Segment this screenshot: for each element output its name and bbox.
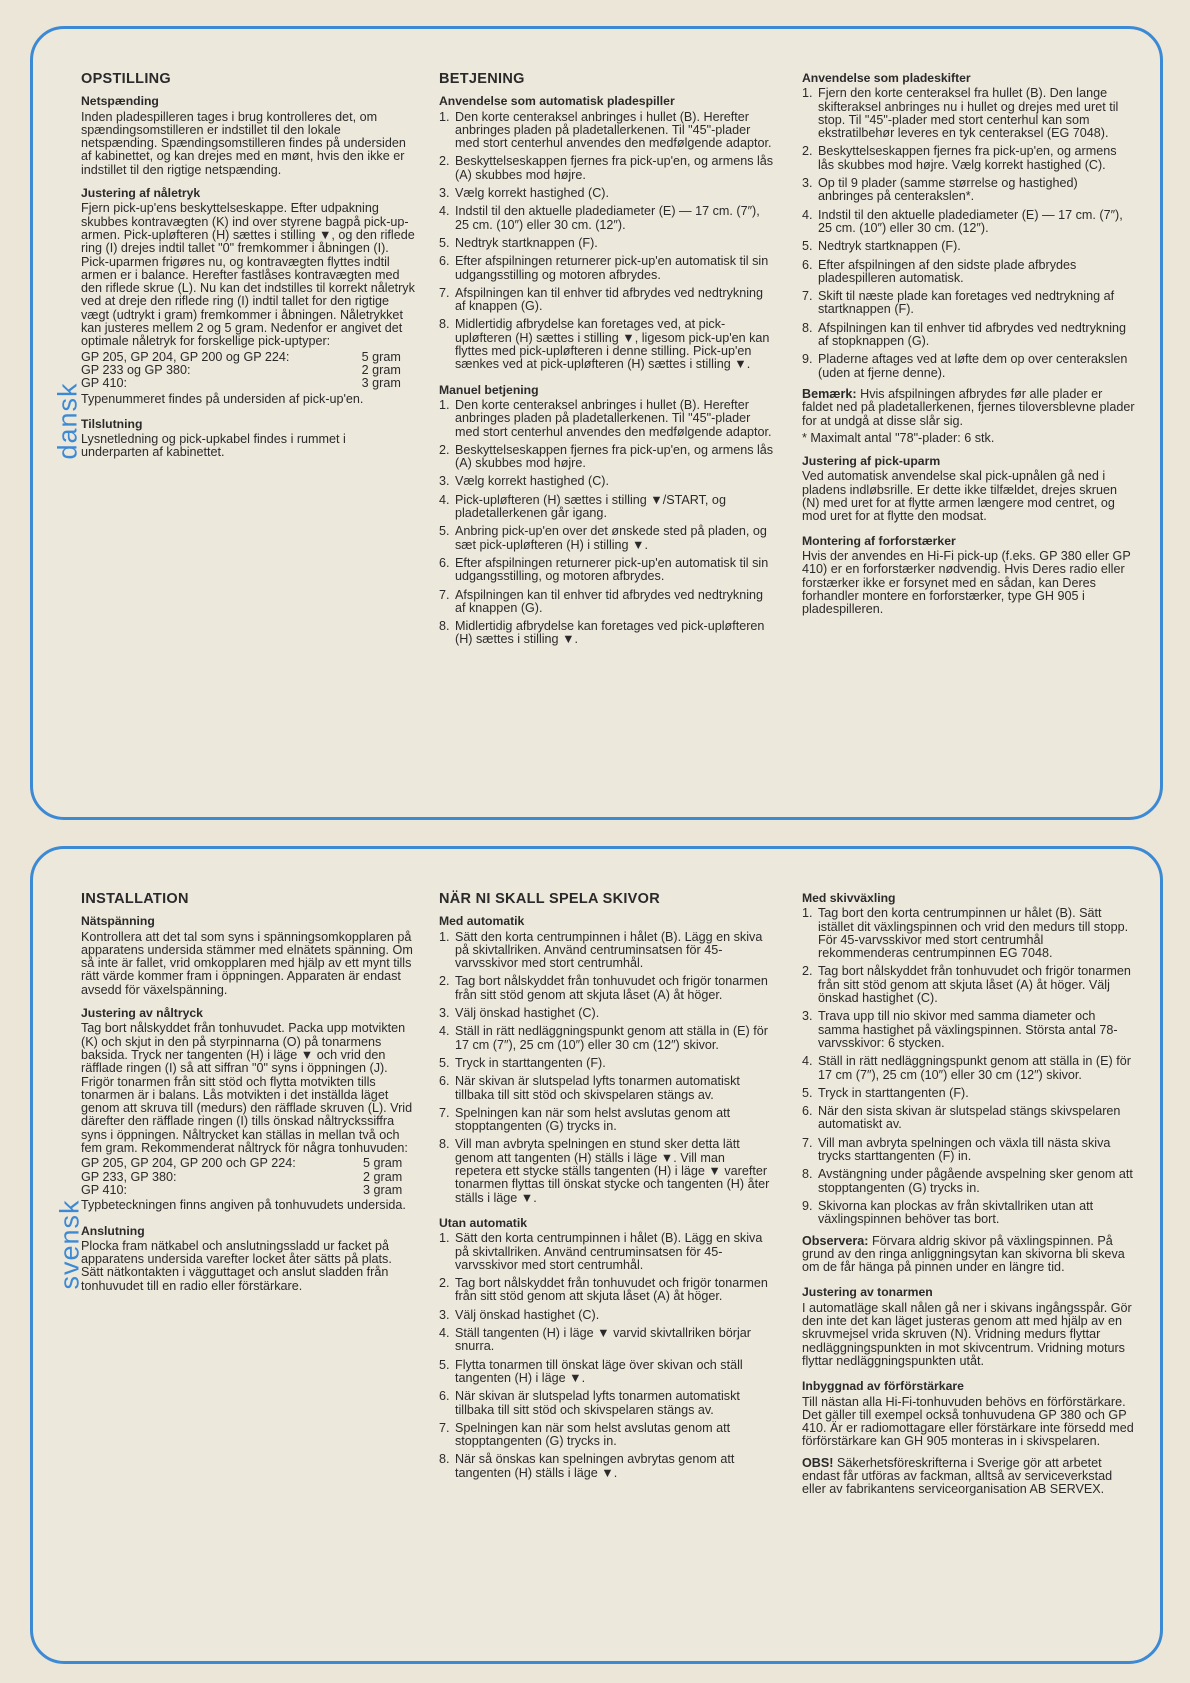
list-item [439, 187, 775, 200]
dansk-tilslutning-title: Tilslutning [81, 416, 143, 431]
item-text: Anbring pick-up'en over det ønskede sted på pladen, og sæt pick-upløfteren (H) i stilling ▼. [455, 524, 767, 552]
svensk-panel [30, 846, 1163, 1664]
item-text: Vælg korrekt hastighed (C). [455, 474, 609, 489]
item-text: Efter afspilningen returnerer pick-up'en automatisk til sin udgangsstilling og motoren afbrydes. [455, 254, 769, 282]
item-number: 1. [439, 397, 450, 412]
item-number: 4. [439, 1024, 450, 1039]
item-text: Nedtryk startknappen (F). [818, 239, 961, 254]
dansk-spec-table [81, 351, 415, 391]
svensk-anslutning-title: Anslutning [81, 1223, 145, 1238]
dansk-manuel-title: Manuel betjening [439, 382, 539, 397]
dansk-naaletryk-title: Justering af nåletryk [81, 186, 201, 201]
spec-label: GP 410: [81, 1182, 127, 1197]
item-text: Vælg korrekt hastighed (C). [455, 186, 609, 201]
list-item [439, 1359, 775, 1386]
svensk-spec-table [81, 1157, 415, 1197]
item-text: Den korte centeraksel anbringes i hullet (B). Herefter anbringes pladen på pladetallerkenen. Til "45"-plader med stort centerhul anvendes den medfølgende adaptor. [455, 109, 772, 151]
list-item [439, 975, 775, 1002]
item-text: Afspilningen kan til enhver tid afbrydes ved nedtrykning af knappen (G). [455, 587, 764, 615]
item-number: 5. [439, 1055, 450, 1070]
item-text: Avstängning under pågående avspelning sker genom att stopptangenten (G) trycks in. [818, 1167, 1133, 1195]
note-text: Förvara aldrig skivor på växlingspinnen. På grund av den ringa anliggningsytan kan skivorna bli skeva om de får hänga på pinnen under en längre tid. [802, 1233, 1125, 1275]
dansk-tilslutning-text: Lysnetledning og pick-upkabel findes i rummet i underparten af kabinettet. [81, 432, 346, 460]
dansk-manuel-list [439, 399, 775, 647]
dansk-column-3 [802, 72, 1136, 616]
item-number: 3. [802, 176, 813, 191]
item-number: 4. [802, 1054, 813, 1069]
item-number: 2. [439, 1276, 450, 1291]
list-item [439, 155, 775, 182]
item-number: 2. [439, 974, 450, 989]
svensk-typbeteckning-note: Typbeteckningen finns angiven på tonhuvudets undersida. [81, 1198, 406, 1213]
list-item [439, 1309, 775, 1322]
list-item [439, 494, 775, 521]
list-item [439, 1107, 775, 1134]
item-number: 1. [802, 906, 813, 921]
dansk-column-2 [439, 73, 775, 652]
svensk-tonarmen-title: Justering av tonarmen [802, 1285, 933, 1300]
spec-row [81, 1184, 415, 1197]
spec-label: GP 205, GP 204, GP 200 och GP 224: [81, 1156, 296, 1171]
dansk-pladeskifter-title: Anvendelse som pladeskifter [802, 71, 971, 85]
item-number: 4. [439, 1326, 450, 1341]
spec-value: 5 gram [361, 349, 401, 364]
dansk-pladeskifter-list [802, 87, 1136, 380]
spec-label: GP 410: [81, 376, 127, 391]
list-item [802, 177, 1136, 204]
item-number: 8. [439, 1137, 450, 1152]
svensk-column-1 [81, 893, 415, 1293]
list-item [439, 444, 775, 471]
spec-value: 5 gram [363, 1156, 403, 1171]
dansk-footnote: * Maximalt antal "78"-plader: 6 stk. [802, 430, 995, 445]
item-text: Vill man avbryta spelningen en stund sker detta lätt genom att tangenten (H) ställs i läge ▼. Vill man repetera ett stycke ställs tangenten (H) i läge ▼ varefter tonarmen flyttas till önskat stycke och tangenten (H) åter ställs i läge ▼. [455, 1137, 770, 1205]
item-text: Beskyttelseskappen fjernes fra pick-up'en, og armens lås skubbes mod højre. Vælg korrekt hastighed (C). [818, 144, 1117, 172]
item-text: Tryck in starttangenten (F). [818, 1085, 969, 1100]
svensk-naltryck-title: Justering av nåltryck [81, 1006, 203, 1021]
list-item [439, 287, 775, 314]
list-item [802, 353, 1136, 380]
item-number: 6. [802, 1104, 813, 1119]
dansk-column-1 [81, 73, 415, 460]
item-number: 5. [802, 1085, 813, 1100]
item-text: Sätt den korta centrumpinnen i hålet (B). Lägg en skiva på skivtallriken. Använd centruminsatsen för 45-varvsskivor med stort centrumhål. [455, 1231, 763, 1272]
list-item [439, 1075, 775, 1102]
item-number: 4. [439, 204, 450, 219]
svensk-utan-automatik-list [439, 1232, 775, 1480]
item-number: 6. [439, 1389, 450, 1404]
list-item [802, 1137, 1136, 1164]
list-item [802, 209, 1136, 236]
dansk-naaletryk-text: Fjern pick-up'ens beskyttelseskappe. Efter udpakning skubbes kontravægten (K) ind over styrene bagpå pick-up-armen. Pick-upløfteren (H) sættes i stilling ▼, og den riflede ring (I) drejes indtil tallet "0" fremkommer i åbningen (I). Pick-uparmen frigøres nu, og kontravægten flyttes indtil armen er i balance. Herefter fastlåses kontravægten med den riflede skrue (L). Nu kan det indstilles til korrekt nåletryk ved at dreje den riflede ring (I) indtil tallet for den rigtige vægt (udtrykt i gram) fremkommer i åbningen. Nåletrykket kan justeres mellem 2 og 5 gram. Nedenfor er angivet det optimale nåletryk for forskellige pick-uptyper: [81, 201, 415, 349]
list-item [439, 1422, 775, 1449]
item-number: 2. [802, 964, 813, 979]
list-item [439, 475, 775, 488]
svensk-natspanning-title: Nätspänning [81, 914, 155, 929]
item-text: Skift til næste plade kan foretages ved nedtrykning af startknappen (F). [818, 289, 1115, 317]
item-number: 3. [439, 474, 450, 489]
list-item [439, 931, 775, 971]
svensk-obs-note [802, 1457, 1136, 1497]
list-item [439, 399, 775, 439]
dansk-netspaending-text: Inden pladespilleren tages i brug kontrolleres det, om spændingsomstilleren er indstillet til den lokale netspænding. Spændingsomstilleren findes på undersiden af kabinettet, og kan drejes med en mønt, hvis den ikke er indstillet til den rigtige netspænding. [81, 109, 406, 177]
dansk-forforstaerker-title: Montering af forforstærker [802, 533, 956, 548]
item-number: 3. [802, 1009, 813, 1024]
list-item [802, 290, 1136, 317]
item-text: Tag bort nålskyddet från tonhuvudet och frigör tonarmen från sitt stöd genom att skjuta låset (A) åt höger. [455, 1276, 768, 1304]
item-text: Tag bort nålskyddet från tonhuvudet och frigör tonarmen från sitt stöd genom att skjuta låset (A) åt höger. Välj önskad hastighet (C). [818, 964, 1131, 1006]
svensk-med-automatik-title: Med automatik [439, 914, 525, 929]
svensk-heading-spela-skivor: NÄR NI SKALL SPELA SKIVOR [439, 891, 660, 907]
svensk-side-label: svensk [54, 1199, 85, 1290]
dansk-automatisk-title: Anvendelse som automatisk pladespiller [439, 94, 675, 109]
list-item [439, 557, 775, 584]
item-text: När skivan är slutspelad lyfts tonarmen automatiskt tillbaka till sitt stöd och skivspelaren stängs av. [455, 1389, 740, 1417]
list-item [802, 965, 1136, 1005]
list-item [439, 255, 775, 282]
item-text: Flytta tonarmen till önskat läge över skivan och ställ tangenten (H) i läge ▼. [455, 1357, 743, 1385]
spec-label: GP 233, GP 380: [81, 1169, 177, 1184]
list-item [439, 1453, 775, 1480]
spec-row [81, 351, 415, 364]
spec-label: GP 205, GP 204, GP 200 og GP 224: [81, 349, 290, 364]
item-number: 8. [439, 317, 450, 332]
item-number: 3. [439, 186, 450, 201]
item-number: 5. [802, 239, 813, 254]
list-item [439, 1025, 775, 1052]
list-item [802, 1200, 1136, 1227]
item-text: När skivan är slutspelad lyfts tonarmen automatiskt tillbaka till sitt stöd och skivspelaren stängs av. [455, 1074, 740, 1102]
svensk-column-2 [439, 893, 775, 1485]
list-item [439, 1390, 775, 1417]
list-item [802, 145, 1136, 172]
item-text: Indstil til den aktuelle pladediameter (E) — 17 cm. (7″), 25 cm. (10″) eller 30 cm. (12″). [818, 207, 1123, 235]
item-text: Tryck in starttangenten (F). [455, 1055, 606, 1070]
item-number: 6. [439, 1074, 450, 1089]
item-text: Nedtryk startknappen (F). [455, 235, 598, 250]
svensk-natspanning-text: Kontrollera att det tal som syns i spänningsomkopplaren på apparatens undersida stämmer med elnätets spänning. Om så inte är fallet, vrid omkopplaren med hjälp av ett mynt tills rätt värde kommer fram i öppningen. Apparaten är endast avsedd för växelspänning. [81, 929, 413, 997]
item-text: Välj önskad hastighet (C). [455, 1307, 600, 1322]
item-text: Spelningen kan när som helst avslutas genom att stopptangenten (G) trycks in. [455, 1420, 731, 1449]
list-item [439, 1057, 775, 1070]
item-text: Spelningen kan när som helst avslutas genom att stopptangenten (G) trycks in. [455, 1105, 731, 1134]
item-number: 6. [802, 257, 813, 272]
list-item [439, 620, 775, 647]
item-text: Beskyttelseskappen fjernes fra pick-up'en, og armens lås (A) skubbes mod højre. [455, 154, 774, 182]
item-text: Afspilningen kan til enhver tid afbrydes ved nedtrykning af stopknappen (G). [818, 320, 1127, 349]
spec-row [81, 1171, 415, 1184]
item-text: Afspilningen kan til enhver tid afbrydes ved nedtrykning af knappen (G). [455, 285, 764, 314]
list-item [439, 205, 775, 232]
svensk-med-automatik-list [439, 931, 775, 1205]
list-item [802, 1087, 1136, 1100]
list-item [802, 259, 1136, 286]
item-number: 3. [439, 1006, 450, 1021]
list-item [802, 1105, 1136, 1132]
list-item [439, 1007, 775, 1020]
dansk-bemaerk-note [802, 388, 1136, 428]
note-label: Bemærk: [802, 386, 857, 401]
obs-text: Säkerhetsföreskrifterna i Sverige gör att arbetet endast får utföras av fackman, alltså av serviceverkstad eller av fabrikantens serviceorganisation AB SERVEX. [802, 1455, 1113, 1497]
spec-row [81, 364, 415, 377]
item-number: 7. [802, 1135, 813, 1150]
dansk-side-label: dansk [52, 382, 83, 460]
list-item [439, 1232, 775, 1272]
list-item [439, 1277, 775, 1304]
item-number: 7. [439, 1105, 450, 1120]
item-number: 4. [802, 207, 813, 222]
item-text: Op til 9 plader (samme størrelse og hastighed) anbringes på centerakslen*. [818, 176, 1078, 204]
svensk-column-3 [802, 892, 1136, 1497]
item-number: 3. [439, 1307, 450, 1322]
svensk-skivvaxling-title: Med skivväxling [802, 891, 896, 905]
list-item [802, 1010, 1136, 1050]
obs-label: OBS! [802, 1455, 834, 1470]
dansk-heading-opstilling: OPSTILLING [81, 71, 171, 87]
spec-value: 2 gram [361, 362, 401, 377]
item-number: 5. [439, 1357, 450, 1372]
item-text: Efter afspilningen returnerer pick-up'en automatisk til sin udgangsstilling, og motoren afbrydes. [455, 555, 769, 584]
list-item [439, 111, 775, 151]
note-label: Observera: [802, 1233, 869, 1248]
list-item [439, 1138, 775, 1204]
item-number: 1. [802, 86, 813, 101]
item-number: 7. [802, 289, 813, 304]
list-item [802, 1055, 1136, 1082]
item-number: 4. [439, 492, 450, 507]
list-item [439, 1327, 775, 1354]
item-text: Tag bort den korta centrumpinnen ur hålet (B). Sätt istället dit växlingspinnen och vrid den medurs till stopp. För 45-varvsskivor med stort centrumhål rekommenderas centrumpinnen EG 7048. [818, 906, 1129, 961]
item-text: Den korte centeraksel anbringes i hullet (B). Herefter anbringes pladen på pladetallerkenen. Til "45"-plader med stort centerhul anvendes den medfølgende adaptor. [455, 397, 772, 439]
item-text: Midlertidig afbrydelse kan foretages ved pick-upløfteren (H) sættes i stilling ▼. [455, 619, 765, 647]
svensk-skivvaxling-list [802, 907, 1136, 1226]
item-text: Beskyttelseskappen fjernes fra pick-up'en, og armens lås (A) skubbes mod højre. [455, 442, 774, 471]
dansk-pickuparm-title: Justering af pick-uparm [802, 454, 941, 469]
item-number: 1. [439, 929, 450, 944]
spec-row [81, 377, 415, 390]
item-number: 2. [439, 154, 450, 169]
item-number: 1. [439, 1231, 450, 1246]
item-number: 8. [439, 619, 450, 634]
list-item [802, 907, 1136, 960]
dansk-netspaending-title: Netspænding [81, 94, 159, 109]
note-text: Hvis afspilningen afbrydes før alle plader er faldet ned på pladetallerkenen, fjernes tiloversblevne plader for at undgå at disse slår sig. [802, 386, 1135, 428]
item-number: 7. [439, 285, 450, 300]
item-text: När så önskas kan spelningen avbrytas genom att tangenten (H) ställs i läge ▼. [455, 1452, 735, 1480]
dansk-heading-betjening: BETJENING [439, 71, 525, 87]
svensk-observera-note [802, 1235, 1136, 1275]
spec-row [81, 1157, 415, 1170]
item-text: När den sista skivan är slutspelad stängs skivspelaren automatiskt av. [818, 1104, 1121, 1132]
item-text: Indstil til den aktuelle pladediameter (E) — 17 cm. (7″), 25 cm. (10″) eller 30 cm. (12″). [455, 204, 760, 232]
item-number: 5. [439, 524, 450, 539]
list-item [802, 240, 1136, 253]
list-item [439, 237, 775, 250]
dansk-panel [30, 26, 1163, 820]
item-number: 8. [439, 1452, 450, 1467]
spec-value: 3 gram [361, 376, 401, 391]
list-item [439, 589, 775, 616]
item-number: 7. [439, 1420, 450, 1435]
svensk-naltryck-text: Tag bort nålskyddet från tonhuvudet. Packa upp motvikten (K) och skjut in den på styrpinnarna (O) på tonarmens baksida. Tryck ner tangenten (H) i läge ▼ och vrid den räfflade ringen (I) så att siffran "0" syns i öppningen (J). Frigör tonarmen från sitt stöd och flytta motvikten tills tonarmen är i balans. Lås motvikten i det inställda läget genom att skruva till (medurs) den räfflade skruven (L). Vrid därefter den räfflade ringen (I) tills önskad nåltryckssiffra syns i öppningen. Nåltrycket kan ställas in mellan två och fem gram. Rekommenderat nåltryck för några tonhuvuden: [81, 1021, 413, 1156]
item-number: 5. [439, 235, 450, 250]
dansk-typenummer-note: Typenummeret findes på undersiden af pick-up'en. [81, 391, 364, 406]
item-number: 1. [439, 109, 450, 124]
item-text: Trava upp till nio skivor med samma diameter och samma hastighet på växlingspinnen. Största antal 78-varvsskivor: 6 stycken. [818, 1009, 1118, 1050]
item-number: 7. [439, 587, 450, 602]
svensk-utan-automatik-title: Utan automatik [439, 1215, 528, 1230]
svensk-forforstarkare-title: Inbyggnad av förförstärkare [802, 1379, 964, 1394]
list-item [802, 87, 1136, 140]
item-text: Ställ tangenten (H) i läge ▼ varvid skivtallriken börjar snurra. [455, 1326, 751, 1354]
item-number: 9. [802, 352, 813, 367]
item-text: Pick-upløfteren (H) sættes i stilling ▼/START, og pladetallerkenen går igang. [455, 492, 726, 521]
item-text: Pladerne aftages ved at løfte dem op over centerakslen (uden at fjerne denne). [818, 352, 1128, 380]
item-text: Midlertidig afbrydelse kan foretages ved, at pick-upløfteren (H) sættes i stilling ▼, ligesom pick-up'en kan flyttes med pick-upløfteren i denne stilling. Pick-up'en sænkes ved at pick-upløfteren (H) sættes i stilling ▼. [455, 317, 770, 372]
item-text: Tag bort nålskyddet från tonhuvudet och frigör tonarmen från sitt stöd genom att skjuta låset (A) åt höger. [455, 974, 768, 1002]
item-text: Fjern den korte centeraksel fra hullet (B). Den lange skifteraksel anbringes nu i hullet og drejes med uret til stop. Til "45"-plader med stort centerhul kan som ekstratilbehør leveres en tyk centeraksel (EG 7048). [818, 86, 1119, 141]
item-number: 9. [802, 1198, 813, 1213]
svensk-heading-installation: INSTALLATION [81, 891, 189, 907]
item-text: Efter afspilningen af den sidste plade afbrydes pladespilleren automatisk. [818, 257, 1077, 285]
item-text: Sätt den korta centrumpinnen i hålet (B). Lägg en skiva på skivtallriken. Använd centruminsatsen för 45-varvsskivor med stort centrumhål. [455, 929, 763, 971]
dansk-pickuparm-text: Ved automatisk anvendelse skal pick-upnålen gå ned i pladens indløbsrille. Er dette ikke tilfældet, drejes skruen (N) med uret for at flytte armen længere mod centret, og mod uret for at flytte den modsat. [802, 469, 1117, 524]
item-text: Välj önskad hastighet (C). [455, 1006, 600, 1021]
item-text: Skivorna kan plockas av från skivtallriken utan att växlingspinnen behöver tas bort. [818, 1198, 1094, 1227]
svensk-forforstarkare-text: Till nästan alla Hi-Fi-tonhuvuden behövs en förförstärkare. Det gäller till exempel också tonhuvudena GP 380 och GP 410. Är er radiomottagare eller förstärkare inte försedd med förförstärkare kan GH 905 monteras in i skivspelaren. [802, 1394, 1134, 1449]
dansk-automatisk-list [439, 111, 775, 372]
list-item [802, 322, 1136, 349]
svensk-tonarmen-text: I automatläge skall nålen gå ner i skivans ingångsspår. Gör den inte det kan läget justeras genom att med hjälp av en skruvmejsel vrida skruven (N). Vridning medurs flyttar nedläggningspunkten in mot skivcentrum. Vridning moturs flyttar nedläggningspunkten utåt. [802, 1300, 1132, 1368]
item-number: 6. [439, 555, 450, 570]
spec-value: 3 gram [363, 1182, 403, 1197]
item-number: 8. [802, 320, 813, 335]
list-item [802, 1168, 1136, 1195]
item-number: 2. [439, 442, 450, 457]
list-item [439, 525, 775, 552]
svensk-anslutning-text: Plocka fram nätkabel och anslutningssladd ur facket på apparatens undersida varefter locket åter sätts på plats. Sätt nätkontakten i vägguttaget och anslut sladden från tonhuvudet till en radio eller förstärkare. [81, 1238, 392, 1293]
list-item [439, 318, 775, 371]
spec-label: GP 233 og GP 380: [81, 362, 191, 377]
item-number: 6. [439, 254, 450, 269]
item-number: 8. [802, 1167, 813, 1182]
dansk-forforstaerker-text: Hvis der anvendes en Hi-Fi pick-up (f.eks. GP 380 eller GP 410) er en forforstærker nødvendig. Hvis Deres radio eller forstærker ikke er forsynet med en sådan, kan Deres forhandler montere en forforstærker, type GH 905 i pladespilleren. [802, 548, 1131, 617]
item-text: Vill man avbryta spelningen och växla till nästa skiva trycks starttangenten (F) in. [818, 1135, 1111, 1164]
spec-value: 2 gram [363, 1169, 403, 1184]
item-text: Ställ in rätt nedläggningspunkt genom att ställa in (E) för 17 cm (7″), 25 cm (10″) eller 30 cm (12″) skivor. [455, 1024, 768, 1052]
item-text: Ställ in rätt nedläggningspunkt genom att ställa in (E) för 17 cm (7″), 25 cm (10″) eller 30 cm (12″) skivor. [818, 1054, 1131, 1082]
item-number: 2. [802, 144, 813, 159]
